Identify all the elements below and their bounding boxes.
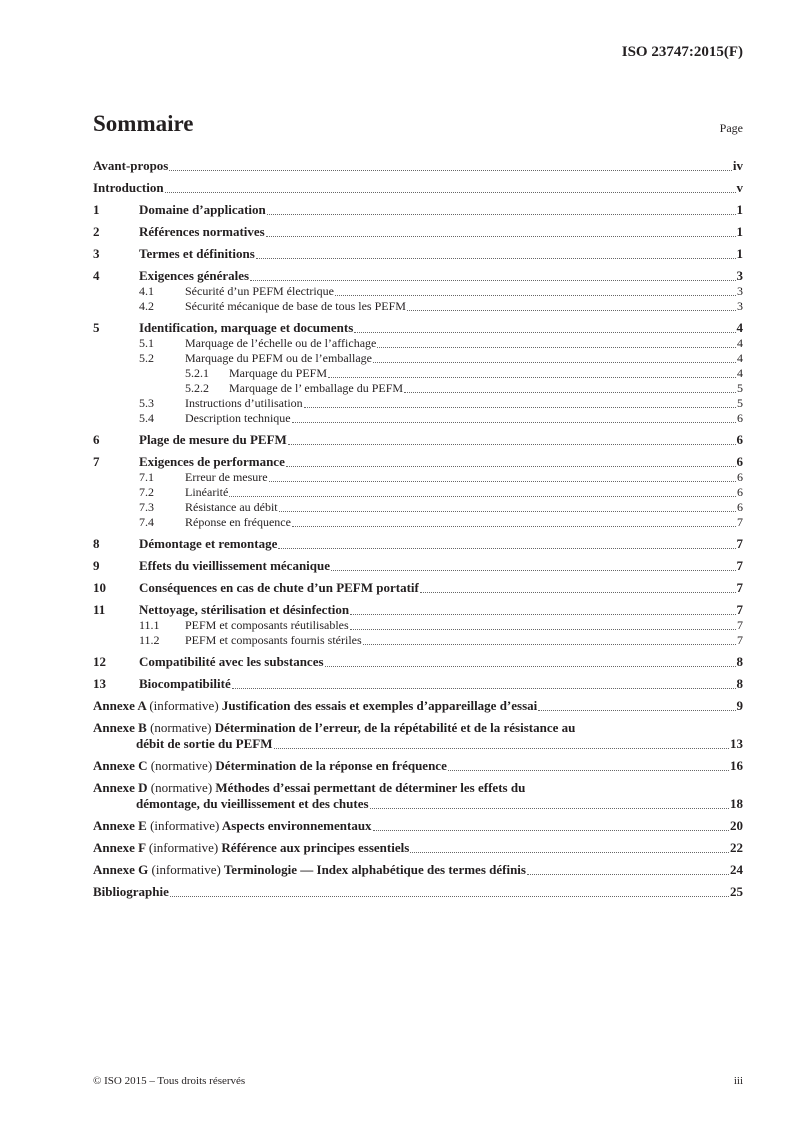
toc-entry-5-2[interactable] bbox=[93, 351, 743, 366]
toc-entry-5-2-1[interactable] bbox=[93, 366, 743, 381]
toc-entry-page: 6 bbox=[737, 500, 743, 514]
toc-entry-page: 20 bbox=[730, 818, 743, 833]
toc-entry-page: 22 bbox=[730, 840, 743, 855]
toc-entry-5[interactable] bbox=[93, 320, 743, 336]
toc-entry-title: Marquage du PEFM bbox=[229, 366, 328, 380]
toc-entry-2[interactable] bbox=[93, 224, 743, 240]
toc-entry-number: 7 bbox=[93, 454, 100, 469]
toc-entry-4[interactable] bbox=[93, 268, 743, 284]
toc-entry-number: 2 bbox=[93, 224, 100, 239]
toc-entry-page: 13 bbox=[730, 736, 743, 751]
toc-entry-annexe-g[interactable] bbox=[93, 862, 743, 878]
toc-entry-page: 7 bbox=[737, 633, 743, 647]
toc-entry-title: Marquage de l’échelle ou de l’affichage bbox=[185, 336, 377, 350]
toc-entry-title: Exigences de performance bbox=[139, 454, 285, 469]
toc-entry-title: Marquage de l’ emballage du PEFM bbox=[229, 381, 404, 395]
toc-entry-title: Linéarité bbox=[185, 485, 229, 499]
toc-entry-title: Domaine d’application bbox=[139, 202, 266, 217]
page-title: Sommaire bbox=[93, 111, 194, 136]
toc-entry-title: Instructions d’utilisation bbox=[185, 396, 303, 410]
toc-entry-6[interactable] bbox=[93, 432, 743, 448]
toc-entry-number: 6 bbox=[93, 432, 100, 447]
toc-entry-page: 6 bbox=[737, 411, 743, 425]
toc-entry-title: Nettoyage, stérilisation et désinfection bbox=[139, 602, 350, 617]
toc-entry-bibliographie[interactable] bbox=[93, 884, 743, 900]
toc-entry-10[interactable] bbox=[93, 580, 743, 596]
toc-entry-title: Conséquences en cas de chute d’un PEFM portatif bbox=[139, 580, 419, 595]
toc-entry-title: Compatibilité avec les substances bbox=[139, 654, 324, 669]
toc-entry-number: 5.2 bbox=[139, 351, 154, 365]
toc-entry-number: 11.1 bbox=[139, 618, 160, 632]
toc-entry-number: 10 bbox=[93, 580, 106, 595]
toc-entry-page: 4 bbox=[737, 336, 743, 350]
toc-entry-page: 16 bbox=[730, 758, 743, 773]
toc-entry-title: PEFM et composants réutilisables bbox=[185, 618, 349, 632]
toc-entry-page: 5 bbox=[737, 396, 743, 410]
toc-entry-title: Plage de mesure du PEFM bbox=[139, 432, 287, 447]
toc-entry-annexe-d[interactable] bbox=[93, 796, 743, 812]
toc-entry-number: 3 bbox=[93, 246, 100, 261]
toc-entry-number: 8 bbox=[93, 536, 100, 551]
toc-entry-page: 8 bbox=[736, 676, 743, 691]
footer-copyright: © ISO 2015 – Tous droits réservés bbox=[93, 1075, 246, 1087]
toc-entry-introduction[interactable] bbox=[93, 180, 743, 196]
toc-entry-title: débit de sortie du PEFM bbox=[136, 736, 273, 751]
toc-entry-page: 4 bbox=[736, 320, 743, 335]
toc-entry-page: 3 bbox=[736, 268, 743, 283]
toc-entry-page: 4 bbox=[737, 366, 743, 380]
toc-entry-number: 5.4 bbox=[139, 411, 154, 425]
toc-entry-5-4[interactable] bbox=[93, 411, 743, 426]
toc-entry-number: 9 bbox=[93, 558, 100, 573]
toc-entry-title: Description technique bbox=[185, 411, 291, 425]
toc-entry-number: 11 bbox=[93, 602, 106, 617]
toc-entry-5-2-2[interactable] bbox=[93, 381, 743, 396]
toc-entry-page: 3 bbox=[737, 284, 743, 298]
toc-entry-title: Sécurité mécanique de base de tous les PEFM bbox=[185, 299, 406, 313]
toc-entry-title: Exigences générales bbox=[139, 268, 250, 283]
toc-entry-title: Effets du vieillissement mécanique bbox=[139, 558, 331, 573]
toc-entry-page: 1 bbox=[736, 246, 743, 261]
toc-entry-number: 7.4 bbox=[139, 515, 154, 529]
toc-entry-annexe-b[interactable] bbox=[93, 736, 743, 752]
toc-entry-number: 4 bbox=[93, 268, 100, 283]
toc-entry-number: 4.1 bbox=[139, 284, 154, 298]
toc-entry-11-1[interactable] bbox=[93, 618, 743, 633]
toc-entry-4-1[interactable] bbox=[93, 284, 743, 299]
toc-entry-title: Annexe C (normative) Détermination de la réponse en fréquence bbox=[93, 758, 447, 773]
toc-entry-page: 7 bbox=[736, 558, 743, 573]
toc-entry-title: Démontage et remontage bbox=[139, 536, 278, 551]
toc-entry-page: 18 bbox=[730, 796, 743, 811]
toc-entry-number: 5 bbox=[93, 320, 100, 335]
toc-entry-page: 3 bbox=[737, 299, 743, 313]
table-of-contents bbox=[93, 158, 743, 906]
toc-entry-page: 7 bbox=[737, 618, 743, 632]
toc-entry-7-4[interactable] bbox=[93, 515, 743, 530]
toc-entry-page: 9 bbox=[736, 698, 743, 713]
toc-entry-annexe-e[interactable] bbox=[93, 818, 743, 834]
toc-entry-9[interactable] bbox=[93, 558, 743, 574]
toc-entry-1[interactable] bbox=[93, 202, 743, 218]
toc-entry-7[interactable] bbox=[93, 454, 743, 470]
toc-entry-7-2[interactable] bbox=[93, 485, 743, 500]
toc-entry-page: 5 bbox=[737, 381, 743, 395]
toc-entry-page: 25 bbox=[730, 884, 743, 899]
toc-entry-page: 6 bbox=[736, 432, 743, 447]
toc-entry-13[interactable] bbox=[93, 676, 743, 692]
toc-entry-page: 7 bbox=[736, 602, 743, 617]
toc-entry-title: Avant-propos bbox=[93, 158, 169, 173]
toc-entry-page: 7 bbox=[737, 515, 743, 529]
toc-entry-page: 24 bbox=[730, 862, 743, 877]
toc-entry-number: 7.1 bbox=[139, 470, 154, 484]
toc-entry-title: Annexe F (informative) Référence aux principes essentiels bbox=[93, 840, 410, 855]
toc-entry-title: Annexe E (informative) Aspects environnementaux bbox=[93, 818, 372, 833]
toc-entry-title: Références normatives bbox=[139, 224, 265, 239]
toc-entry-page: 8 bbox=[736, 654, 743, 669]
toc-entry-title: Marquage du PEFM ou de l’emballage bbox=[185, 351, 372, 365]
toc-entry-title: Termes et définitions bbox=[139, 246, 255, 261]
toc-entry-page: 6 bbox=[737, 485, 743, 499]
toc-entry-5-3[interactable] bbox=[93, 396, 743, 411]
toc-entry-page: 6 bbox=[736, 454, 743, 469]
toc-entry-page: v bbox=[736, 180, 743, 195]
toc-entry-annexe-f[interactable] bbox=[93, 840, 743, 856]
toc-entry-page: 1 bbox=[736, 224, 743, 239]
toc-entry-title: Biocompatibilité bbox=[139, 676, 231, 691]
toc-entry-page: iv bbox=[732, 158, 743, 173]
toc-entry-title: Réponse en fréquence bbox=[185, 515, 291, 529]
toc-entry-number: 7.3 bbox=[139, 500, 154, 514]
toc-entry-number: 1 bbox=[93, 202, 100, 217]
toc-entry-number: 13 bbox=[93, 676, 106, 691]
toc-entry-number: 5.3 bbox=[139, 396, 154, 410]
toc-entry-annexe-c[interactable] bbox=[93, 758, 743, 774]
toc-entry-number: 12 bbox=[93, 654, 106, 669]
toc-entry-page: 7 bbox=[736, 536, 743, 551]
toc-entry-title: Sécurité d’un PEFM électrique bbox=[185, 284, 334, 298]
toc-entry-8[interactable] bbox=[93, 536, 743, 552]
toc-entry-12[interactable] bbox=[93, 654, 743, 670]
toc-entry-avant-propos[interactable] bbox=[93, 158, 743, 174]
toc-entry-annexe-b-line1[interactable]: Annexe B (normative) Détermination de l’erreur, de la répétabilité et de la résistance au bbox=[93, 720, 576, 735]
toc-entry-page: 4 bbox=[737, 351, 743, 365]
toc-entry-3[interactable] bbox=[93, 246, 743, 262]
toc-entry-page: 7 bbox=[736, 580, 743, 595]
toc-entry-title: Identification, marquage et documents bbox=[139, 320, 354, 335]
toc-entry-4-2[interactable] bbox=[93, 299, 743, 314]
toc-entry-title: PEFM et composants fournis stériles bbox=[185, 633, 362, 647]
toc-entry-number: 5.2.1 bbox=[185, 366, 209, 380]
toc-entry-11[interactable] bbox=[93, 602, 743, 618]
toc-entry-title: démontage, du vieillissement et des chutes bbox=[136, 796, 369, 811]
toc-entry-page: 1 bbox=[736, 202, 743, 217]
toc-entry-annexe-a[interactable] bbox=[93, 698, 743, 714]
toc-entry-number: 4.2 bbox=[139, 299, 154, 313]
toc-entry-11-2[interactable] bbox=[93, 633, 743, 648]
toc-entry-title: Résistance au débit bbox=[185, 500, 278, 514]
toc-entry-number: 11.2 bbox=[139, 633, 160, 647]
toc-entry-title: Erreur de mesure bbox=[185, 470, 268, 484]
toc-entry-number: 5.1 bbox=[139, 336, 154, 350]
toc-entry-title: Introduction bbox=[93, 180, 164, 195]
toc-entry-title: Annexe G (informative) Terminologie — Index alphabétique des termes définis bbox=[93, 862, 526, 877]
toc-entry-annexe-d-line1[interactable]: Annexe D (normative) Méthodes d’essai permettant de déterminer les effets du bbox=[93, 780, 526, 795]
toc-entry-page: 6 bbox=[737, 470, 743, 484]
toc-entry-7-1[interactable] bbox=[93, 470, 743, 485]
document-id: ISO 23747:2015(F) bbox=[621, 44, 743, 60]
page-column-label: Page bbox=[719, 121, 743, 135]
toc-entry-7-3[interactable] bbox=[93, 500, 743, 515]
toc-entry-number: 5.2.2 bbox=[185, 381, 209, 395]
toc-entry-5-1[interactable] bbox=[93, 336, 743, 351]
footer-page-number: iii bbox=[733, 1075, 743, 1087]
toc-entry-title: Annexe A (informative) Justification des essais et exemples d’appareillage d’essai bbox=[93, 698, 538, 713]
toc-entry-title: Bibliographie bbox=[93, 884, 169, 899]
toc-entry-number: 7.2 bbox=[139, 485, 154, 499]
